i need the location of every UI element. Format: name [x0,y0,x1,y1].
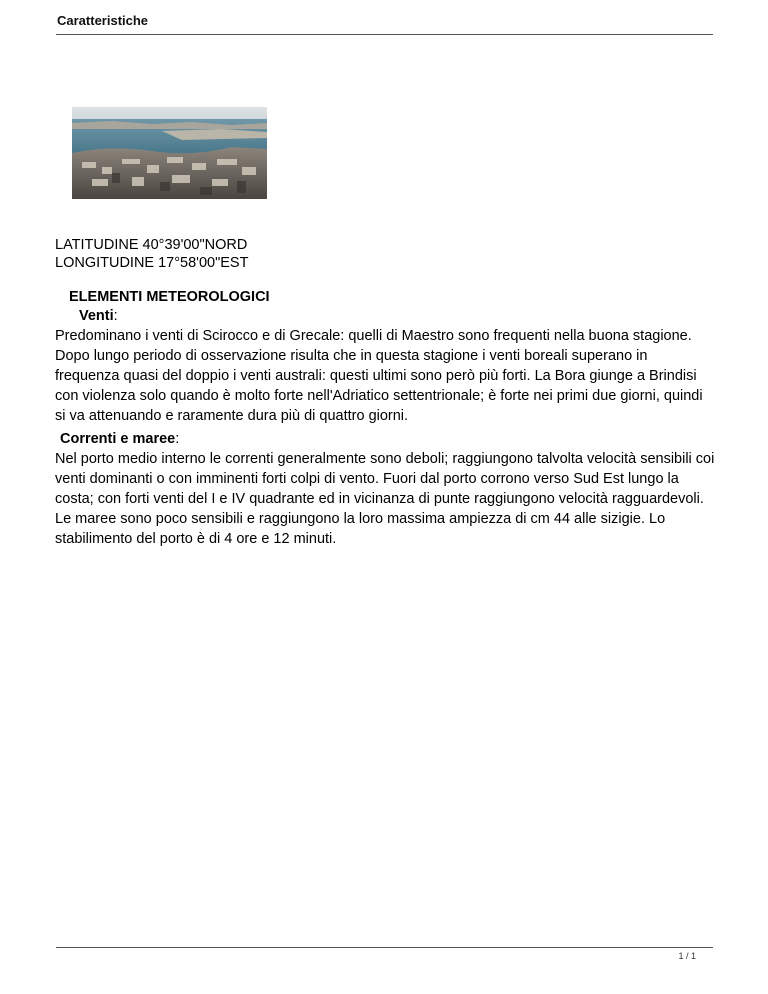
correnti-text: Nel porto medio interno le correnti generalmente sono deboli; raggiungono talvolta velocità sensibili coi venti dominanti o con imminenti forti colpi di vento. Fuori dal porto corrono verso Sud Est lungo la costa; con forti venti del I e IV quadrante ed in vicinanza di punte raggiungono velocità ragguardevoli. Le maree sono poco sensibili e raggiungono la loro massima ampiezza di cm 44 alle sizigie. Lo stabilimento del porto è di 4 ore e 12 minuti. [55,451,715,547]
venti-block [55,306,715,426]
page-number: 1 / 1 [678,951,696,961]
correnti-heading-colon: : [175,431,180,447]
footer-divider [56,947,713,948]
longitude: LONGITUDINE 17°58'00"EST [55,255,249,271]
latitude: LATITUDINE 40°39'00"NORD [55,237,248,253]
section-title: ELEMENTI METEOROLOGICI [69,289,270,305]
harbor-photo [72,107,267,199]
correnti-heading [55,429,715,449]
venti-heading [55,306,715,326]
header-divider [56,34,713,35]
correnti-heading-label: Correnti e maree [60,431,176,447]
venti-text: Predominano i venti di Scirocco e di Grecale: quelli di Maestro sono frequenti nella buona stagione. Dopo lungo periodo di osservazione risulta che in questa stagione i venti boreali superano in frequenza quasi del doppio i venti australi: questi ultimi sono però più forti. La Bora giunge a Brindisi con violenza solo quando è molto forte nell'Adriatico settentrionale; è forte nei primi due giorni, quindi si va attenuando e raramente dura più di quattro giorni. [55,328,703,424]
venti-heading-colon: : [113,308,118,324]
coordinates [55,236,248,272]
page-header-title: Caratteristiche [57,13,149,28]
correnti-block [55,429,715,549]
venti-heading-label: Venti [79,308,114,324]
